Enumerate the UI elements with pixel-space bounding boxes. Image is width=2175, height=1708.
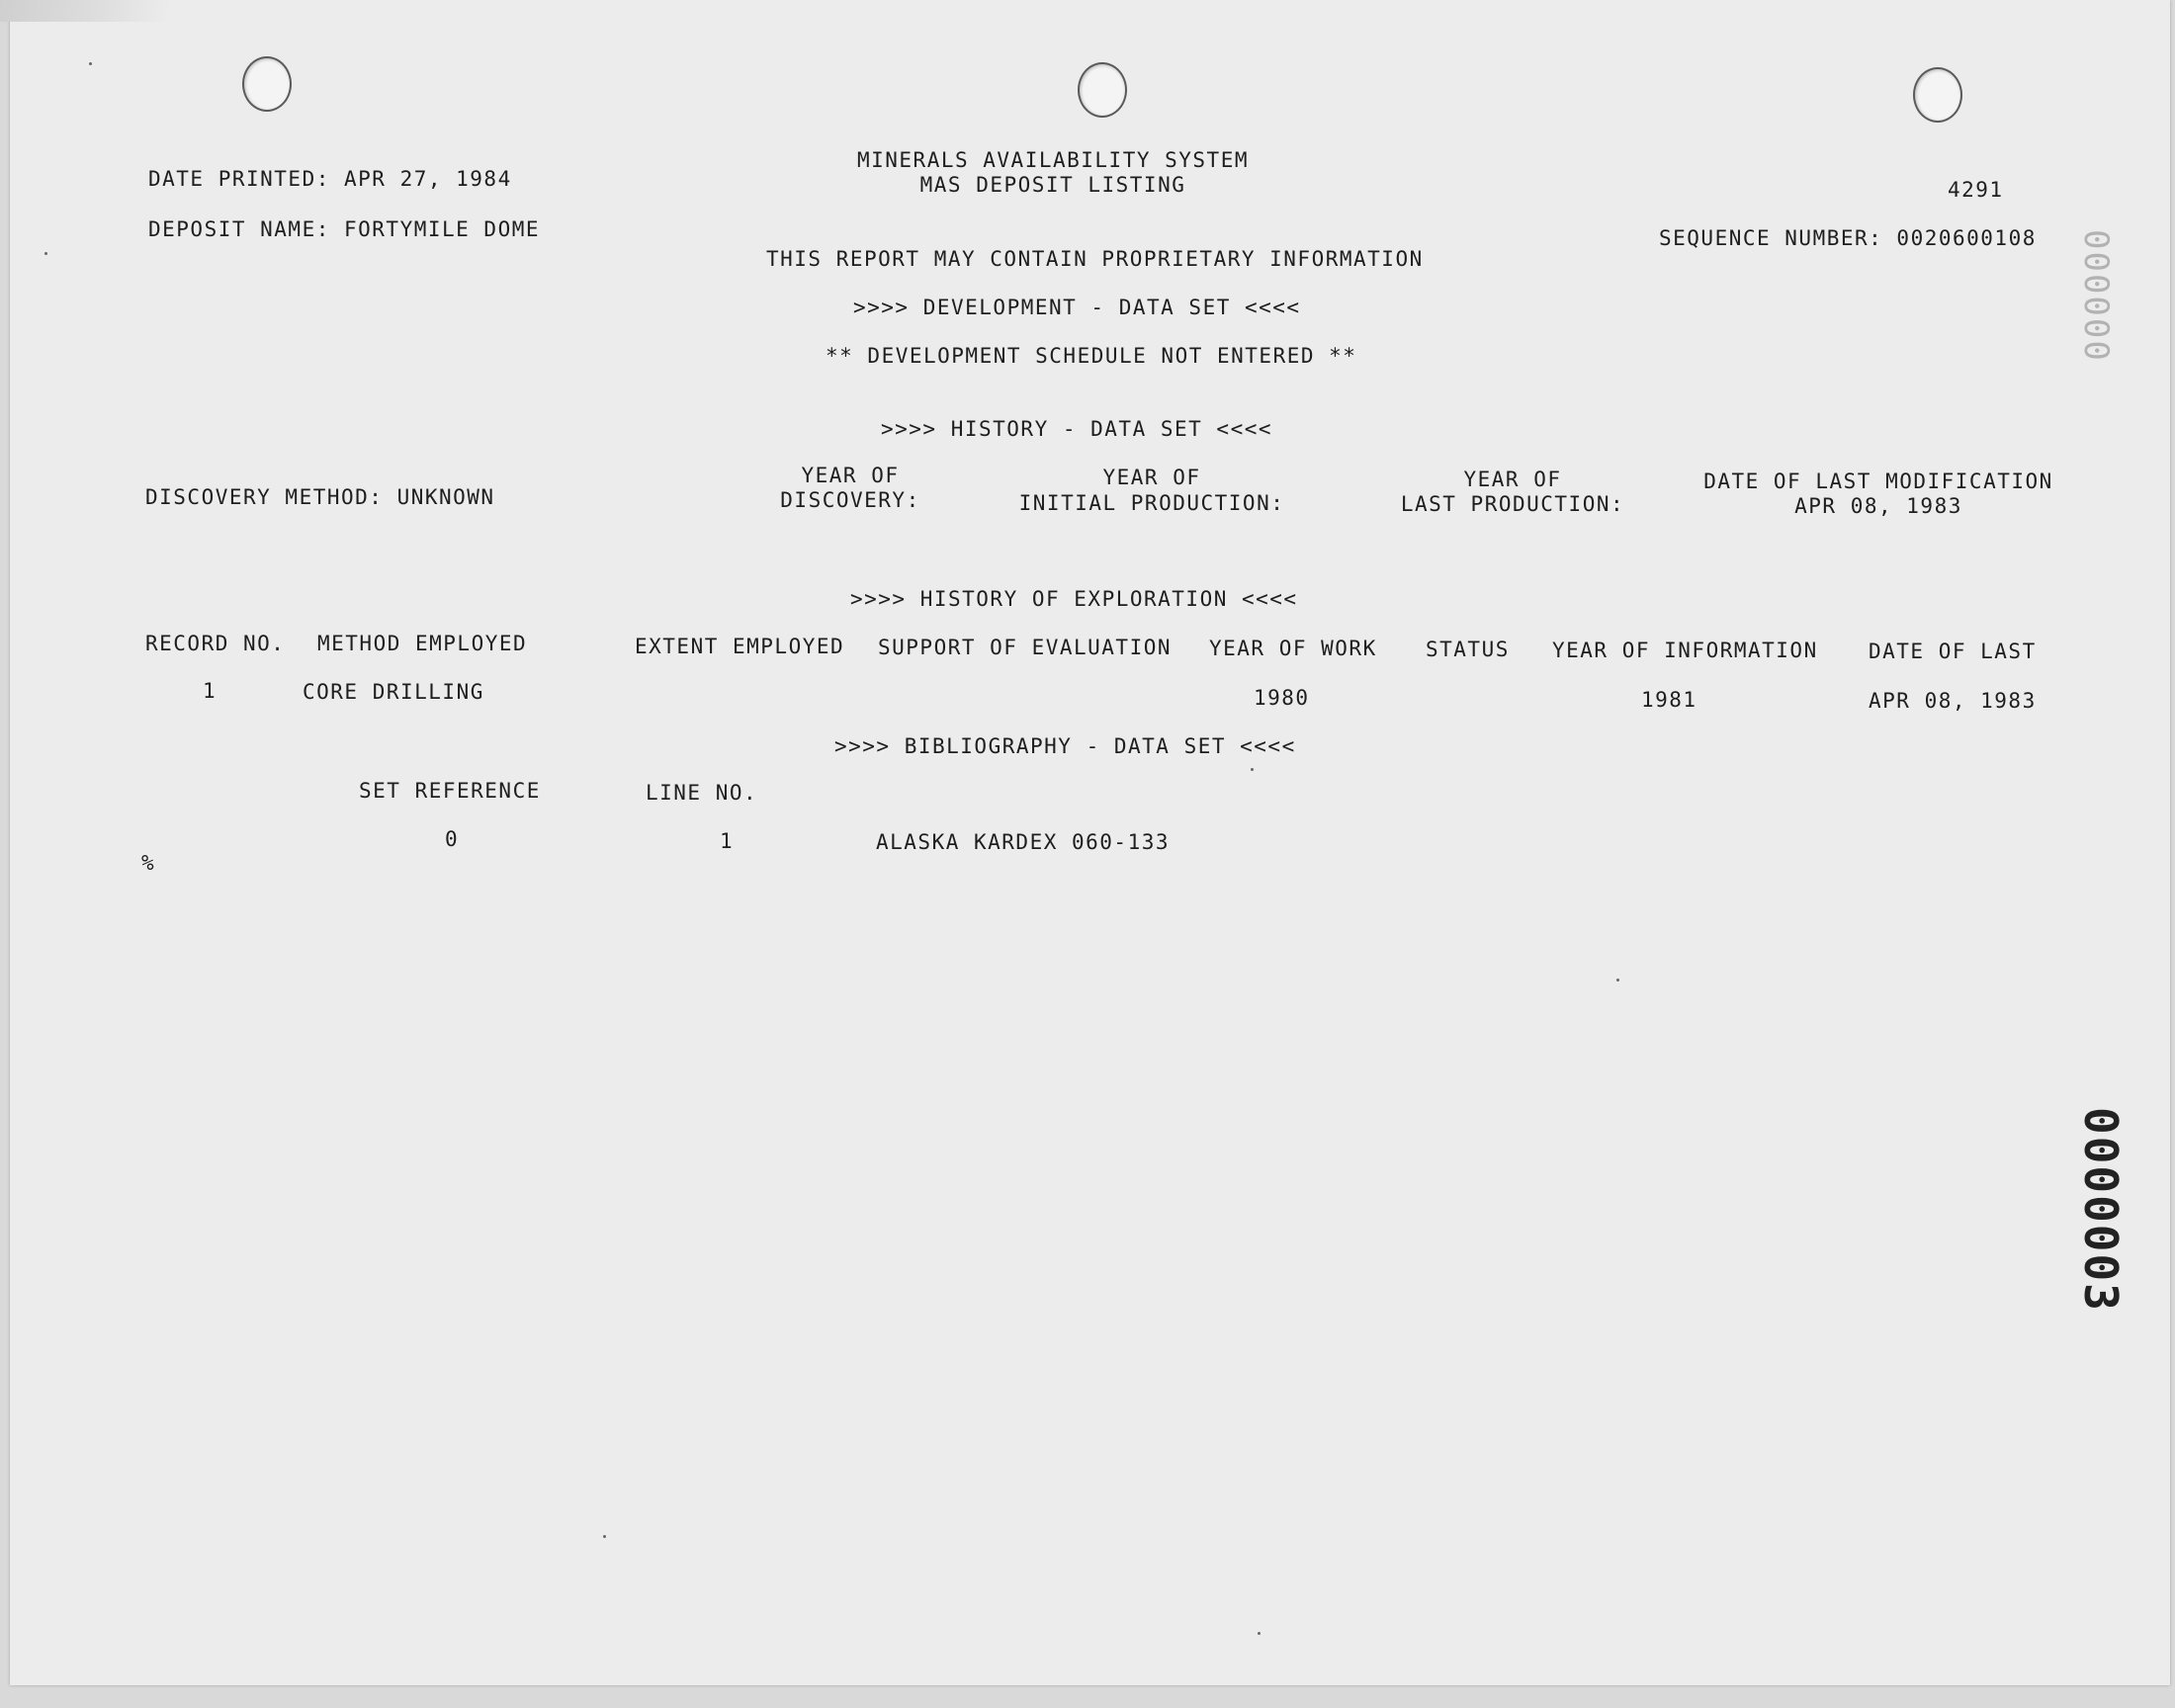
exploration-method: CORE DRILLING bbox=[303, 680, 484, 704]
development-heading: >>>> DEVELOPMENT - DATA SET <<<< bbox=[853, 296, 1301, 319]
last-production-label-line1: YEAR OF bbox=[1463, 468, 1562, 491]
col-extent-employed: EXTENT EMPLOYED bbox=[635, 635, 845, 658]
year-of-discovery-label-line2: DISCOVERY: bbox=[780, 488, 920, 512]
paper-speck bbox=[89, 62, 92, 65]
report-page bbox=[10, 0, 2170, 1685]
col-record-no: RECORD NO. bbox=[145, 632, 286, 655]
paper-speck bbox=[1251, 768, 1254, 771]
exploration-date-of-last: APR 08, 1983 bbox=[1869, 689, 2037, 713]
paper-speck bbox=[1258, 1632, 1261, 1635]
col-status: STATUS bbox=[1426, 638, 1510, 661]
last-modification-label: DATE OF LAST MODIFICATION bbox=[1703, 470, 2053, 493]
exploration-record-no: 1 bbox=[203, 679, 218, 703]
col-year-of-work: YEAR OF WORK bbox=[1209, 637, 1377, 660]
end-marker: % bbox=[141, 851, 156, 875]
system-title: MINERALS AVAILABILITY SYSTEM bbox=[856, 148, 1249, 172]
paper-speck bbox=[44, 252, 47, 255]
discovery-method: DISCOVERY METHOD: UNKNOWN bbox=[145, 485, 495, 509]
film-frame-stamp-upper: 000000 bbox=[2076, 229, 2116, 363]
history-heading: >>>> HISTORY - DATA SET <<<< bbox=[881, 417, 1273, 441]
development-note: ** DEVELOPMENT SCHEDULE NOT ENTERED ** bbox=[826, 344, 1357, 368]
bibliography-line-no: 1 bbox=[720, 829, 735, 853]
exploration-year-of-information: 1981 bbox=[1641, 688, 1697, 712]
punch-hole-right bbox=[1913, 67, 1962, 123]
col-support-of-evaluation: SUPPORT OF EVALUATION bbox=[878, 636, 1173, 659]
paper-speck bbox=[1616, 979, 1619, 982]
col-date-of-last: DATE OF LAST bbox=[1869, 640, 2037, 663]
col-set-reference: SET REFERENCE bbox=[359, 779, 541, 803]
exploration-heading: >>>> HISTORY OF EXPLORATION <<<< bbox=[850, 587, 1298, 611]
page-number: 4291 bbox=[1948, 178, 2004, 202]
col-line-no: LINE NO. bbox=[646, 781, 758, 805]
paper-speck bbox=[603, 1535, 606, 1538]
initial-production-label-line1: YEAR OF bbox=[1102, 466, 1201, 489]
film-frame-stamp-lower: 0000003 bbox=[2074, 1107, 2128, 1313]
last-production-label-line2: LAST PRODUCTION: bbox=[1400, 492, 1625, 516]
punch-hole-center bbox=[1078, 62, 1127, 118]
initial-production-label-line2: INITIAL PRODUCTION: bbox=[1018, 491, 1285, 515]
sequence-number: SEQUENCE NUMBER: 0020600108 bbox=[1659, 226, 2037, 250]
date-printed: DATE PRINTED: APR 27, 1984 bbox=[148, 167, 512, 191]
bibliography-heading: >>>> BIBLIOGRAPHY - DATA SET <<<< bbox=[834, 734, 1296, 758]
proprietary-notice: THIS REPORT MAY CONTAIN PROPRIETARY INFORMATION bbox=[766, 247, 1424, 271]
exploration-year-of-work: 1980 bbox=[1254, 686, 1310, 710]
punch-hole-left bbox=[242, 56, 292, 112]
bibliography-text: ALASKA KARDEX 060-133 bbox=[876, 830, 1171, 854]
last-modification-date: APR 08, 1983 bbox=[1794, 494, 1962, 518]
year-of-discovery-label-line1: YEAR OF bbox=[801, 464, 900, 487]
bibliography-set-reference: 0 bbox=[445, 827, 460, 851]
paper-curl bbox=[0, 0, 168, 22]
listing-title: MAS DEPOSIT LISTING bbox=[919, 173, 1186, 197]
col-method-employed: METHOD EMPLOYED bbox=[317, 632, 528, 655]
deposit-name: DEPOSIT NAME: FORTYMILE DOME bbox=[148, 217, 541, 241]
col-year-of-information: YEAR OF INFORMATION bbox=[1552, 639, 1818, 662]
